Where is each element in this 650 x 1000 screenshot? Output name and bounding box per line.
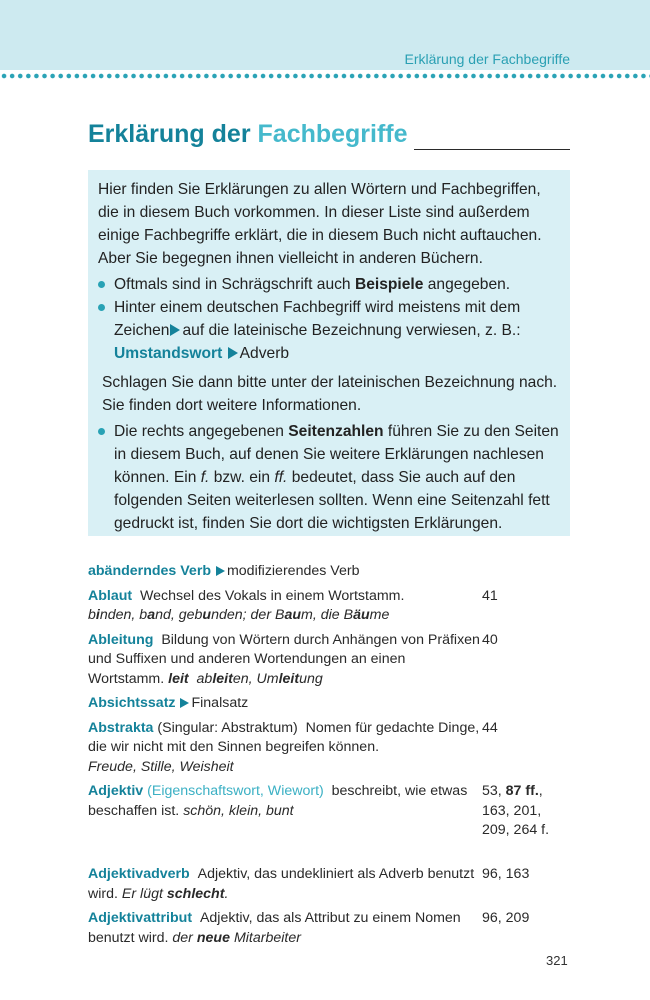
bullet-2-text: Hinter einem deutschen Fachbegriff wird meistens mit dem Zeichen [114, 299, 521, 339]
arrow-right-icon [228, 347, 238, 359]
bullet-1-text: Oftmals sind in Schrägschrift auch [114, 276, 355, 293]
glossary-entry-ablaut [88, 587, 570, 626]
entry-synonyms: (Eigenschaftswort, Wiewort) [147, 783, 324, 799]
entry-term: abänderndes Verb [88, 563, 212, 579]
entry-term: Ablaut [88, 587, 133, 604]
entry-term: Abstrakta [88, 719, 154, 736]
intro-bullet-2 [98, 296, 560, 365]
bullet-3-bold: Seitenzahlen [288, 423, 384, 440]
page-title [88, 120, 408, 149]
arrow-right-icon [170, 324, 180, 336]
title-part-2: Fachbegriffe [257, 120, 408, 148]
arrow-right-icon [216, 566, 225, 576]
bullet-2-text-end: auf die lateinische Bezeichnung verwiesen, z. B.: [182, 322, 521, 339]
example-term: Umstandswort [114, 345, 223, 362]
dotted-divider [0, 72, 650, 80]
bullet-3-text-mid2: bzw. ein [209, 469, 275, 486]
bullet-3-ff: ff. [274, 469, 288, 486]
entry-definition: Adjektiv, das undekliniert als Adverb benutzt wird. [88, 866, 475, 902]
entry-term: Absichtssatz [88, 695, 176, 711]
entry-pages: 96, 209 [482, 910, 530, 926]
glossary-entry-adjektivadverb [88, 865, 570, 904]
bullet-3-text: Die rechts angegebenen [114, 423, 289, 440]
glossary-entry-abstrakta [88, 719, 570, 778]
entry-pages: 53, 87 ff., 163, 201, 209, 264 f. [482, 783, 550, 838]
intro-list-2 [98, 420, 560, 535]
entry-term: Adjektiv [88, 783, 144, 799]
title-part-1: Erklärung der [88, 120, 251, 148]
entry-example: Er lügt schlecht. [121, 885, 229, 902]
bullet-dot-icon [98, 281, 105, 288]
entry-term: Adjektivattribut [88, 910, 193, 926]
page-number: 321 [546, 953, 568, 968]
arrow-right-icon [180, 698, 189, 708]
entry-pages: 96, 163 [482, 866, 530, 882]
intro-bullet-3 [98, 420, 560, 535]
entry-example: der neue Mitarbeiter [172, 929, 301, 946]
entry-definition: Adjektiv, das als Attribut zu einem Nomen benutzt wird. [88, 910, 461, 946]
title-rule [414, 149, 570, 150]
entry-pages: 41 [482, 587, 498, 604]
entry-definition: Wechsel des Vokals in einem Wortstamm. [140, 587, 405, 604]
running-head: Erklärung der Fachbegriffe [404, 51, 570, 67]
bullet-3-text-mid: führen Sie zu den Seiten in diesem Buch, auf denen Sie weitere Erklärungen nachlesen können. Ein [114, 423, 559, 486]
entry-term: Adjektivadverb [88, 866, 190, 882]
glossary-entry-ableitung [88, 631, 570, 690]
entry-target: modifizierendes Verb [226, 563, 360, 579]
entry-target: Finalsatz [191, 695, 249, 711]
entry-singular: (Singular: Abstraktum) [157, 719, 298, 736]
glossary-entry-adjektiv [88, 782, 570, 860]
bullet-dot-icon [98, 428, 105, 435]
intro-lead: Hier finden Sie Erklärungen zu allen Wörtern und Fachbegriffen, die in diesem Buch vorkommen. In dieser Liste sind außerdem einige Fachbegriffe erklärt, die in diesem Buch nicht auftauchen. Aber Sie begegnen ihnen vielleicht in anderen Büchern. [98, 181, 542, 267]
entry-term: Ableitung [88, 631, 154, 648]
glossary-list [88, 562, 570, 953]
glossary-entry-abaenderndes-verb [88, 562, 570, 582]
entry-definition: Bildung von Wörtern durch Anhängen von Präfixen und Suffixen und anderen Wortendungen an einen Wortstamm. [88, 631, 480, 687]
intro-box [88, 170, 570, 536]
entry-example: Freude, Stille, Weisheit [88, 758, 234, 775]
entry-example: leit ableiten, Umleitung [168, 670, 323, 687]
entry-example: binden, band, gebunden; der Baum, die Bäume [88, 607, 390, 623]
bullet-1-text-end: angegeben. [423, 276, 511, 293]
intro-list [98, 273, 560, 365]
bullet-dot-icon [98, 304, 105, 311]
entry-definition: beschreibt, wie etwas beschaffen ist. [88, 783, 468, 819]
glossary-entry-adjektivattribut [88, 909, 570, 948]
entry-example: schön, klein, bunt [183, 802, 294, 819]
intro-bullet-1 [98, 273, 560, 296]
intro-follow: Schlagen Sie dann bitte unter der lateinischen Bezeichnung nach. Sie finden dort weitere Informationen. [102, 374, 558, 414]
entry-pages: 40 [482, 631, 498, 648]
glossary-entry-absichtssatz [88, 694, 570, 714]
entry-definition: Nomen für gedachte Dinge, die wir nicht mit den Sinnen begreifen können. [88, 719, 480, 755]
bullet-3-text-end: bedeutet, dass Sie auch auf den folgenden Seiten weiterlesen sollten. Wenn eine Seitenzahl fett gedruckt ist, finden Sie dort die wichtigsten Erklärungen. [114, 469, 550, 532]
entry-pages: 44 [482, 719, 498, 736]
example-target: Adverb [239, 345, 290, 362]
bullet-3-f: f. [200, 469, 210, 486]
bullet-1-bold: Beispiele [354, 276, 424, 293]
